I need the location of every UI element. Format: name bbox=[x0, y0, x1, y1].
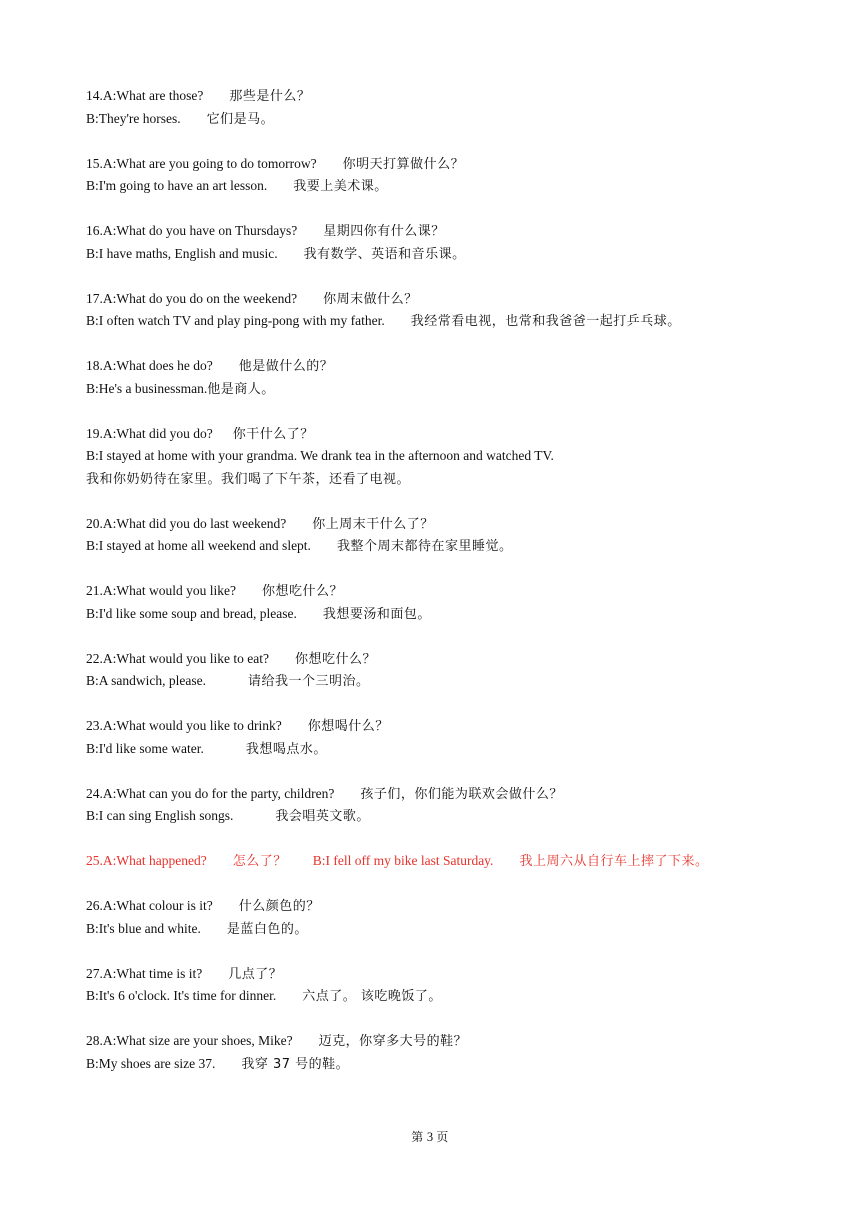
answer-line bbox=[86, 310, 786, 333]
question-english: 24.A:What can you do for the party, children? bbox=[86, 785, 335, 801]
answer-english: B:I fell off my bike last Saturday. bbox=[312, 853, 494, 868]
answer-chinese: 我和你奶奶待在家里。我们喝了下午茶，还看了电视。 bbox=[86, 471, 411, 487]
answer-line bbox=[86, 738, 786, 761]
question-line bbox=[86, 580, 786, 603]
question-chinese: 什么颜色的？ bbox=[238, 899, 320, 914]
dialogue-item-20 bbox=[86, 513, 786, 558]
answer-english: B:They're horses. bbox=[86, 110, 181, 126]
question-english: 25.A:What happened? bbox=[86, 853, 207, 868]
question-line bbox=[86, 423, 786, 446]
answer-line bbox=[86, 175, 786, 198]
dialogue-item-18 bbox=[86, 355, 786, 400]
question-english: 19.A:What did you do? bbox=[86, 425, 213, 441]
question-line bbox=[86, 513, 786, 536]
answer-chinese: 我要上美术课。 bbox=[293, 179, 388, 194]
question-chinese: 迈克，你穿多大号的鞋？ bbox=[318, 1034, 468, 1049]
question-english: 27.A:What time is it? bbox=[86, 965, 203, 981]
answer-english: B:He's a businessman. bbox=[86, 380, 208, 396]
answer-english: B:I stayed at home all weekend and slept. bbox=[86, 538, 311, 553]
page-suffix: 页 bbox=[436, 1130, 449, 1144]
question-line bbox=[86, 153, 786, 176]
question-line bbox=[86, 895, 786, 918]
question-chinese: 你想吃什么？ bbox=[294, 651, 376, 667]
answer-line bbox=[86, 603, 786, 626]
answer-translation-line bbox=[86, 468, 786, 491]
question-english: 15.A:What are you going to do tomorrow? bbox=[86, 155, 317, 171]
answer-chinese: 是蓝白色的。 bbox=[226, 921, 308, 937]
page-number: 3 bbox=[426, 1130, 434, 1144]
answer-chinese: 它们是马。 bbox=[206, 111, 275, 127]
question-english: 17.A:What do you do on the weekend? bbox=[86, 290, 298, 306]
answer-line bbox=[86, 918, 786, 941]
question-chinese: 星期四你有什么课？ bbox=[323, 224, 445, 239]
dialogue-item-22 bbox=[86, 648, 786, 693]
question-answer-line bbox=[86, 850, 786, 873]
answer-line bbox=[86, 805, 786, 828]
question-line bbox=[86, 963, 786, 986]
answer-chinese: 请给我一个三明治。 bbox=[247, 674, 370, 689]
dialogue-item-25-highlighted bbox=[86, 850, 786, 873]
answer-chinese: 我想要汤和面包。 bbox=[322, 606, 431, 622]
question-line bbox=[86, 288, 786, 311]
answer-line bbox=[86, 670, 786, 693]
dialogue-item-16 bbox=[86, 220, 786, 265]
dialogue-item-28 bbox=[86, 1030, 786, 1075]
answer-line bbox=[86, 985, 786, 1008]
answer-line bbox=[86, 535, 786, 558]
answer-chinese: 他是商人。 bbox=[207, 381, 275, 397]
question-line bbox=[86, 355, 786, 378]
dialogue-item-23 bbox=[86, 715, 786, 760]
question-chinese: 几点了？ bbox=[228, 966, 283, 982]
answer-chinese: 我整个周末都待在家里睡觉。 bbox=[336, 539, 513, 554]
page-footer bbox=[0, 1127, 860, 1147]
answer-line bbox=[86, 378, 786, 401]
question-english: 22.A:What would you like to eat? bbox=[86, 650, 269, 666]
answer-chinese: 我上周六从自行车上摔了下来。 bbox=[519, 854, 709, 869]
dialogue-item-19 bbox=[86, 423, 786, 491]
answer-chinese: 我会唱英文歌。 bbox=[275, 809, 370, 824]
dialogue-item-14 bbox=[86, 85, 786, 130]
question-chinese: 怎么了？ bbox=[232, 854, 287, 869]
answer-english: B:It's blue and white. bbox=[86, 920, 201, 936]
question-chinese: 你周末做什么？ bbox=[323, 291, 418, 307]
answer-chinese: 我想喝点水。 bbox=[245, 741, 327, 757]
dialogue-item-15 bbox=[86, 153, 786, 198]
answer-line bbox=[86, 108, 786, 131]
question-english: 28.A:What size are your shoes, Mike? bbox=[86, 1033, 293, 1048]
question-chinese: 你想吃什么？ bbox=[261, 584, 343, 599]
question-line bbox=[86, 783, 786, 806]
answer-english: B:I have maths, English and music. bbox=[86, 245, 278, 261]
answer-line bbox=[86, 243, 786, 266]
answer-english: B:I'd like some soup and bread, please. bbox=[86, 605, 297, 621]
question-english: 20.A:What did you do last weekend? bbox=[86, 515, 287, 531]
question-line bbox=[86, 715, 786, 738]
question-english: 14.A:What are those? bbox=[86, 88, 204, 103]
question-chinese: 你想喝什么？ bbox=[307, 719, 389, 734]
dialogue-item-26 bbox=[86, 895, 786, 940]
question-english: 26.A:What colour is it? bbox=[86, 898, 213, 913]
answer-english: B:I'd like some water. bbox=[86, 740, 204, 756]
question-chinese: 孩子们，你们能为联欢会做什么？ bbox=[360, 786, 563, 802]
answer-english: B:I often watch TV and play ping-pong with my father. bbox=[86, 313, 385, 328]
question-line bbox=[86, 1030, 786, 1053]
answer-english: B:A sandwich, please. bbox=[86, 673, 206, 688]
answer-line bbox=[86, 445, 786, 468]
answer-english: B:I stayed at home with your grandma. We drank tea in the afternoon and watched TV. bbox=[86, 448, 554, 463]
dialogue-item-27 bbox=[86, 963, 786, 1008]
answer-chinese: 我经常看电视，也常和我爸爸一起打乒乓球。 bbox=[410, 314, 681, 329]
question-chinese: 你干什么了？ bbox=[232, 426, 314, 442]
answer-english: B:It's 6 o'clock. It's time for dinner. bbox=[86, 988, 277, 1003]
question-english: 16.A:What do you have on Thursdays? bbox=[86, 223, 298, 238]
answer-line bbox=[86, 1053, 786, 1076]
answer-english: B:My shoes are size 37. bbox=[86, 1055, 216, 1071]
answer-english: B:I can sing English songs. bbox=[86, 808, 234, 823]
question-chinese: 那些是什么？ bbox=[229, 89, 311, 104]
dialogue-item-24 bbox=[86, 783, 786, 828]
page-prefix: 第 bbox=[411, 1130, 424, 1144]
dialogue-item-17 bbox=[86, 288, 786, 333]
question-line bbox=[86, 648, 786, 671]
question-line bbox=[86, 85, 786, 108]
dialogue-list bbox=[86, 85, 786, 1098]
dialogue-item-21 bbox=[86, 580, 786, 625]
answer-english: B:I'm going to have an art lesson. bbox=[86, 178, 268, 193]
question-english: 21.A:What would you like? bbox=[86, 583, 236, 598]
answer-chinese: 我有数学、英语和音乐课。 bbox=[303, 246, 466, 262]
answer-chinese: 我穿 37 号的鞋。 bbox=[241, 1056, 350, 1072]
question-english: 18.A:What does he do? bbox=[86, 358, 213, 373]
question-chinese: 你明天打算做什么？ bbox=[342, 156, 465, 172]
answer-chinese: 六点了。 该吃晚饭了。 bbox=[302, 989, 442, 1004]
question-chinese: 他是做什么的？ bbox=[238, 359, 334, 374]
question-chinese: 你上周末干什么了？ bbox=[312, 516, 434, 532]
question-line bbox=[86, 220, 786, 243]
question-english: 23.A:What would you like to drink? bbox=[86, 718, 282, 733]
